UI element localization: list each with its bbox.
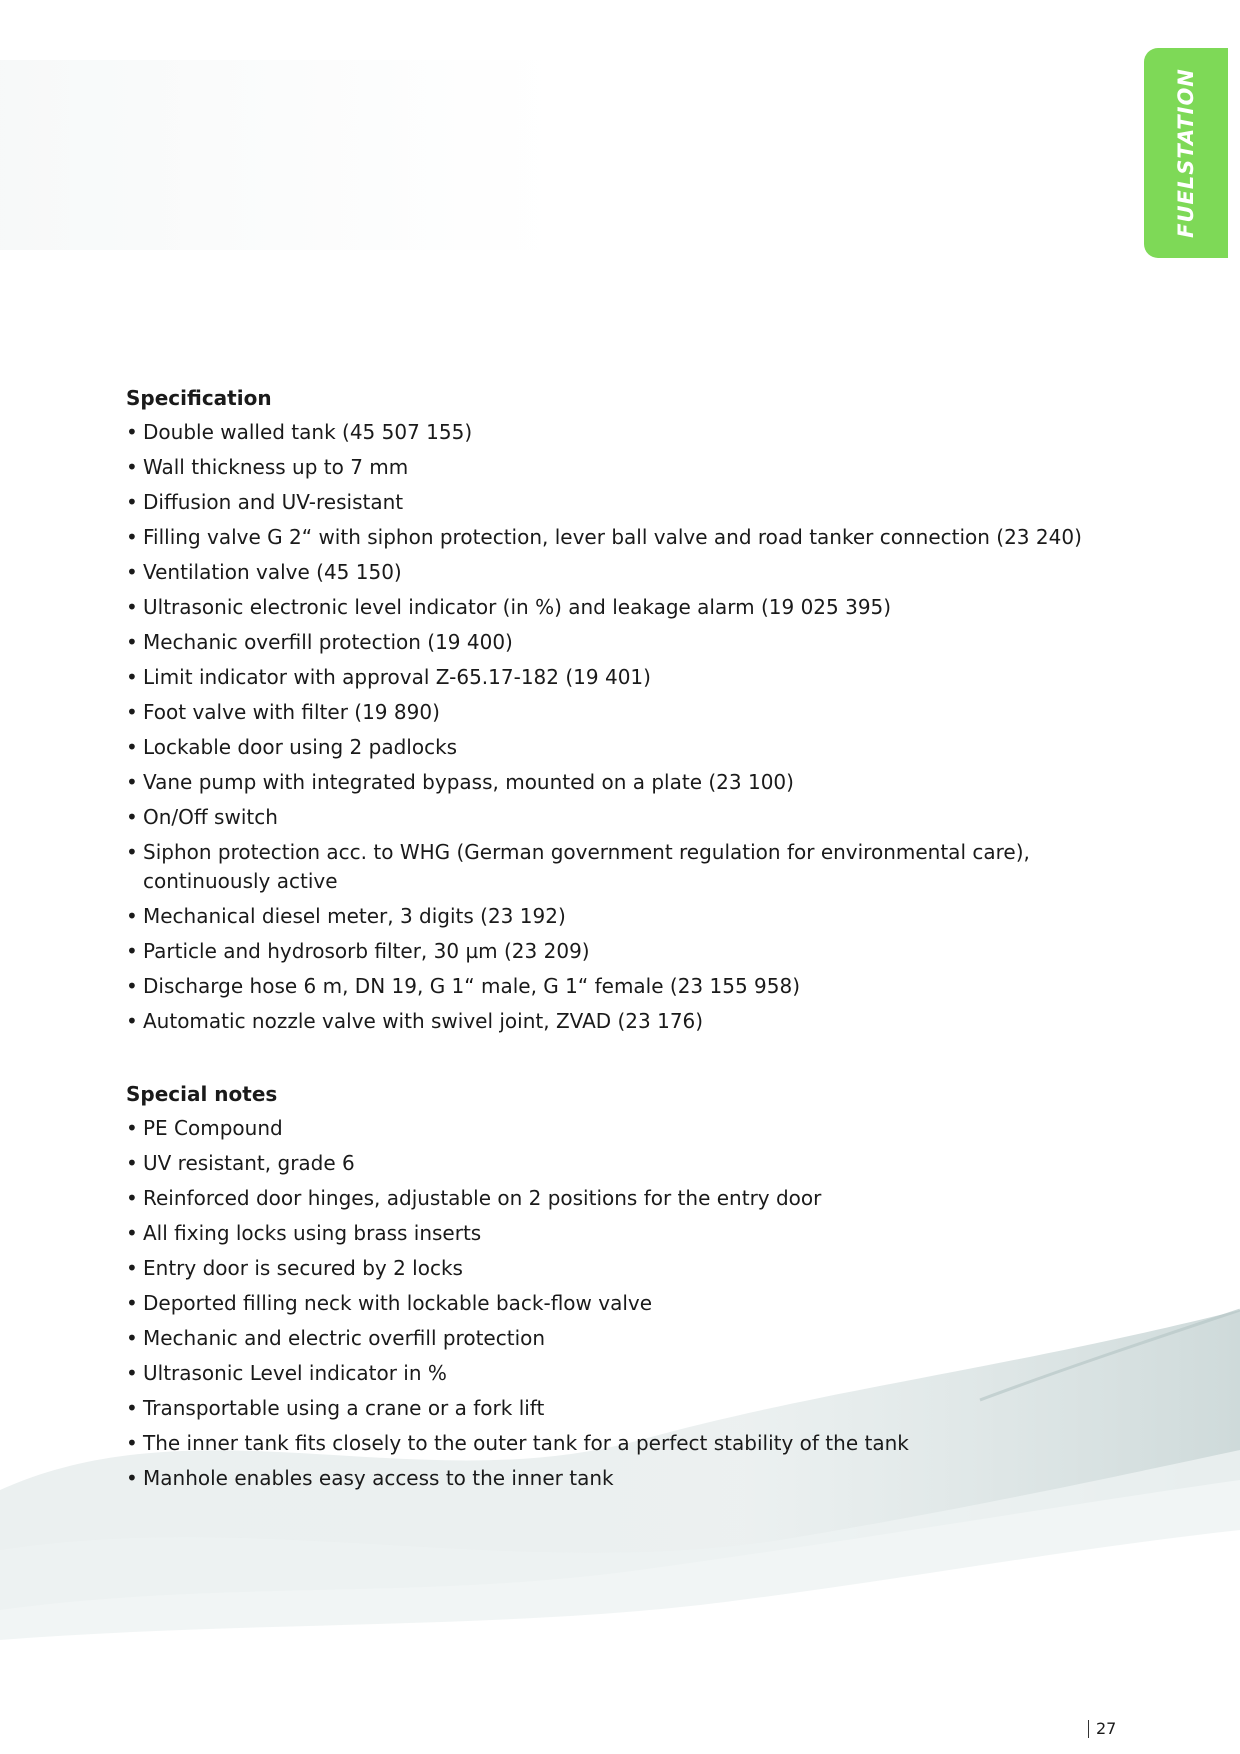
list-item: • Particle and hydrosorb filter, 30 µm (23 209) — [126, 937, 1086, 966]
list-item: • All fixing locks using brass inserts — [126, 1219, 1086, 1248]
list-item: • Lockable door using 2 padlocks — [126, 733, 1086, 762]
list-item: • Double walled tank (45 507 155) — [126, 418, 1086, 447]
list-item: • Wall thickness up to 7 mm — [126, 453, 1086, 482]
list-item: • Entry door is secured by 2 locks — [126, 1254, 1086, 1283]
list-item: • Ultrasonic Level indicator in % — [126, 1359, 1086, 1388]
category-tab-label: FUELSTATION — [1174, 68, 1198, 238]
list-item: • Manhole enables easy access to the inner tank — [126, 1464, 1086, 1493]
list-item: • Siphon protection acc. to WHG (German government regulation for environmental care), continuously active — [126, 838, 1086, 896]
list-item: • UV resistant, grade 6 — [126, 1149, 1086, 1178]
list-item: • Deported filling neck with lockable back-flow valve — [126, 1289, 1086, 1318]
specification-section — [126, 384, 1086, 1036]
list-item: • Reinforced door hinges, adjustable on 2 positions for the entry door — [126, 1184, 1086, 1213]
list-item: • The inner tank fits closely to the outer tank for a perfect stability of the tank — [126, 1429, 1086, 1458]
list-item: • Ultrasonic electronic level indicator (in %) and leakage alarm (19 025 395) — [126, 593, 1086, 622]
special-notes-list — [126, 1114, 1086, 1493]
list-item: • Discharge hose 6 m, DN 19, G 1“ male, G 1“ female (23 155 958) — [126, 972, 1086, 1001]
list-item: • Mechanic overfill protection (19 400) — [126, 628, 1086, 657]
list-item: • Limit indicator with approval Z-65.17-182 (19 401) — [126, 663, 1086, 692]
list-item: • Foot valve with filter (19 890) — [126, 698, 1086, 727]
background-fade — [0, 60, 560, 250]
category-tab — [1144, 48, 1228, 258]
list-item: • Vane pump with integrated bypass, mounted on a plate (23 100) — [126, 768, 1086, 797]
list-item: • Filling valve G 2“ with siphon protection, lever ball valve and road tanker connection (23 240) — [126, 523, 1086, 552]
main-content — [126, 384, 1086, 1499]
list-item: • Mechanic and electric overfill protection — [126, 1324, 1086, 1353]
list-item: • Automatic nozzle valve with swivel joint, ZVAD (23 176) — [126, 1007, 1086, 1036]
list-item: • Transportable using a crane or a fork lift — [126, 1394, 1086, 1423]
list-item: • On/Off switch — [126, 803, 1086, 832]
list-item: • Mechanical diesel meter, 3 digits (23 192) — [126, 902, 1086, 931]
list-item: • Ventilation valve (45 150) — [126, 558, 1086, 587]
special-notes-section — [126, 1080, 1086, 1493]
specification-list — [126, 418, 1086, 1036]
special-notes-heading: Special notes — [126, 1082, 278, 1106]
specification-heading: Specification — [126, 386, 272, 410]
list-item: • PE Compound — [126, 1114, 1086, 1143]
page-number: 27 — [1088, 1720, 1116, 1738]
list-item: • Diffusion and UV-resistant — [126, 488, 1086, 517]
